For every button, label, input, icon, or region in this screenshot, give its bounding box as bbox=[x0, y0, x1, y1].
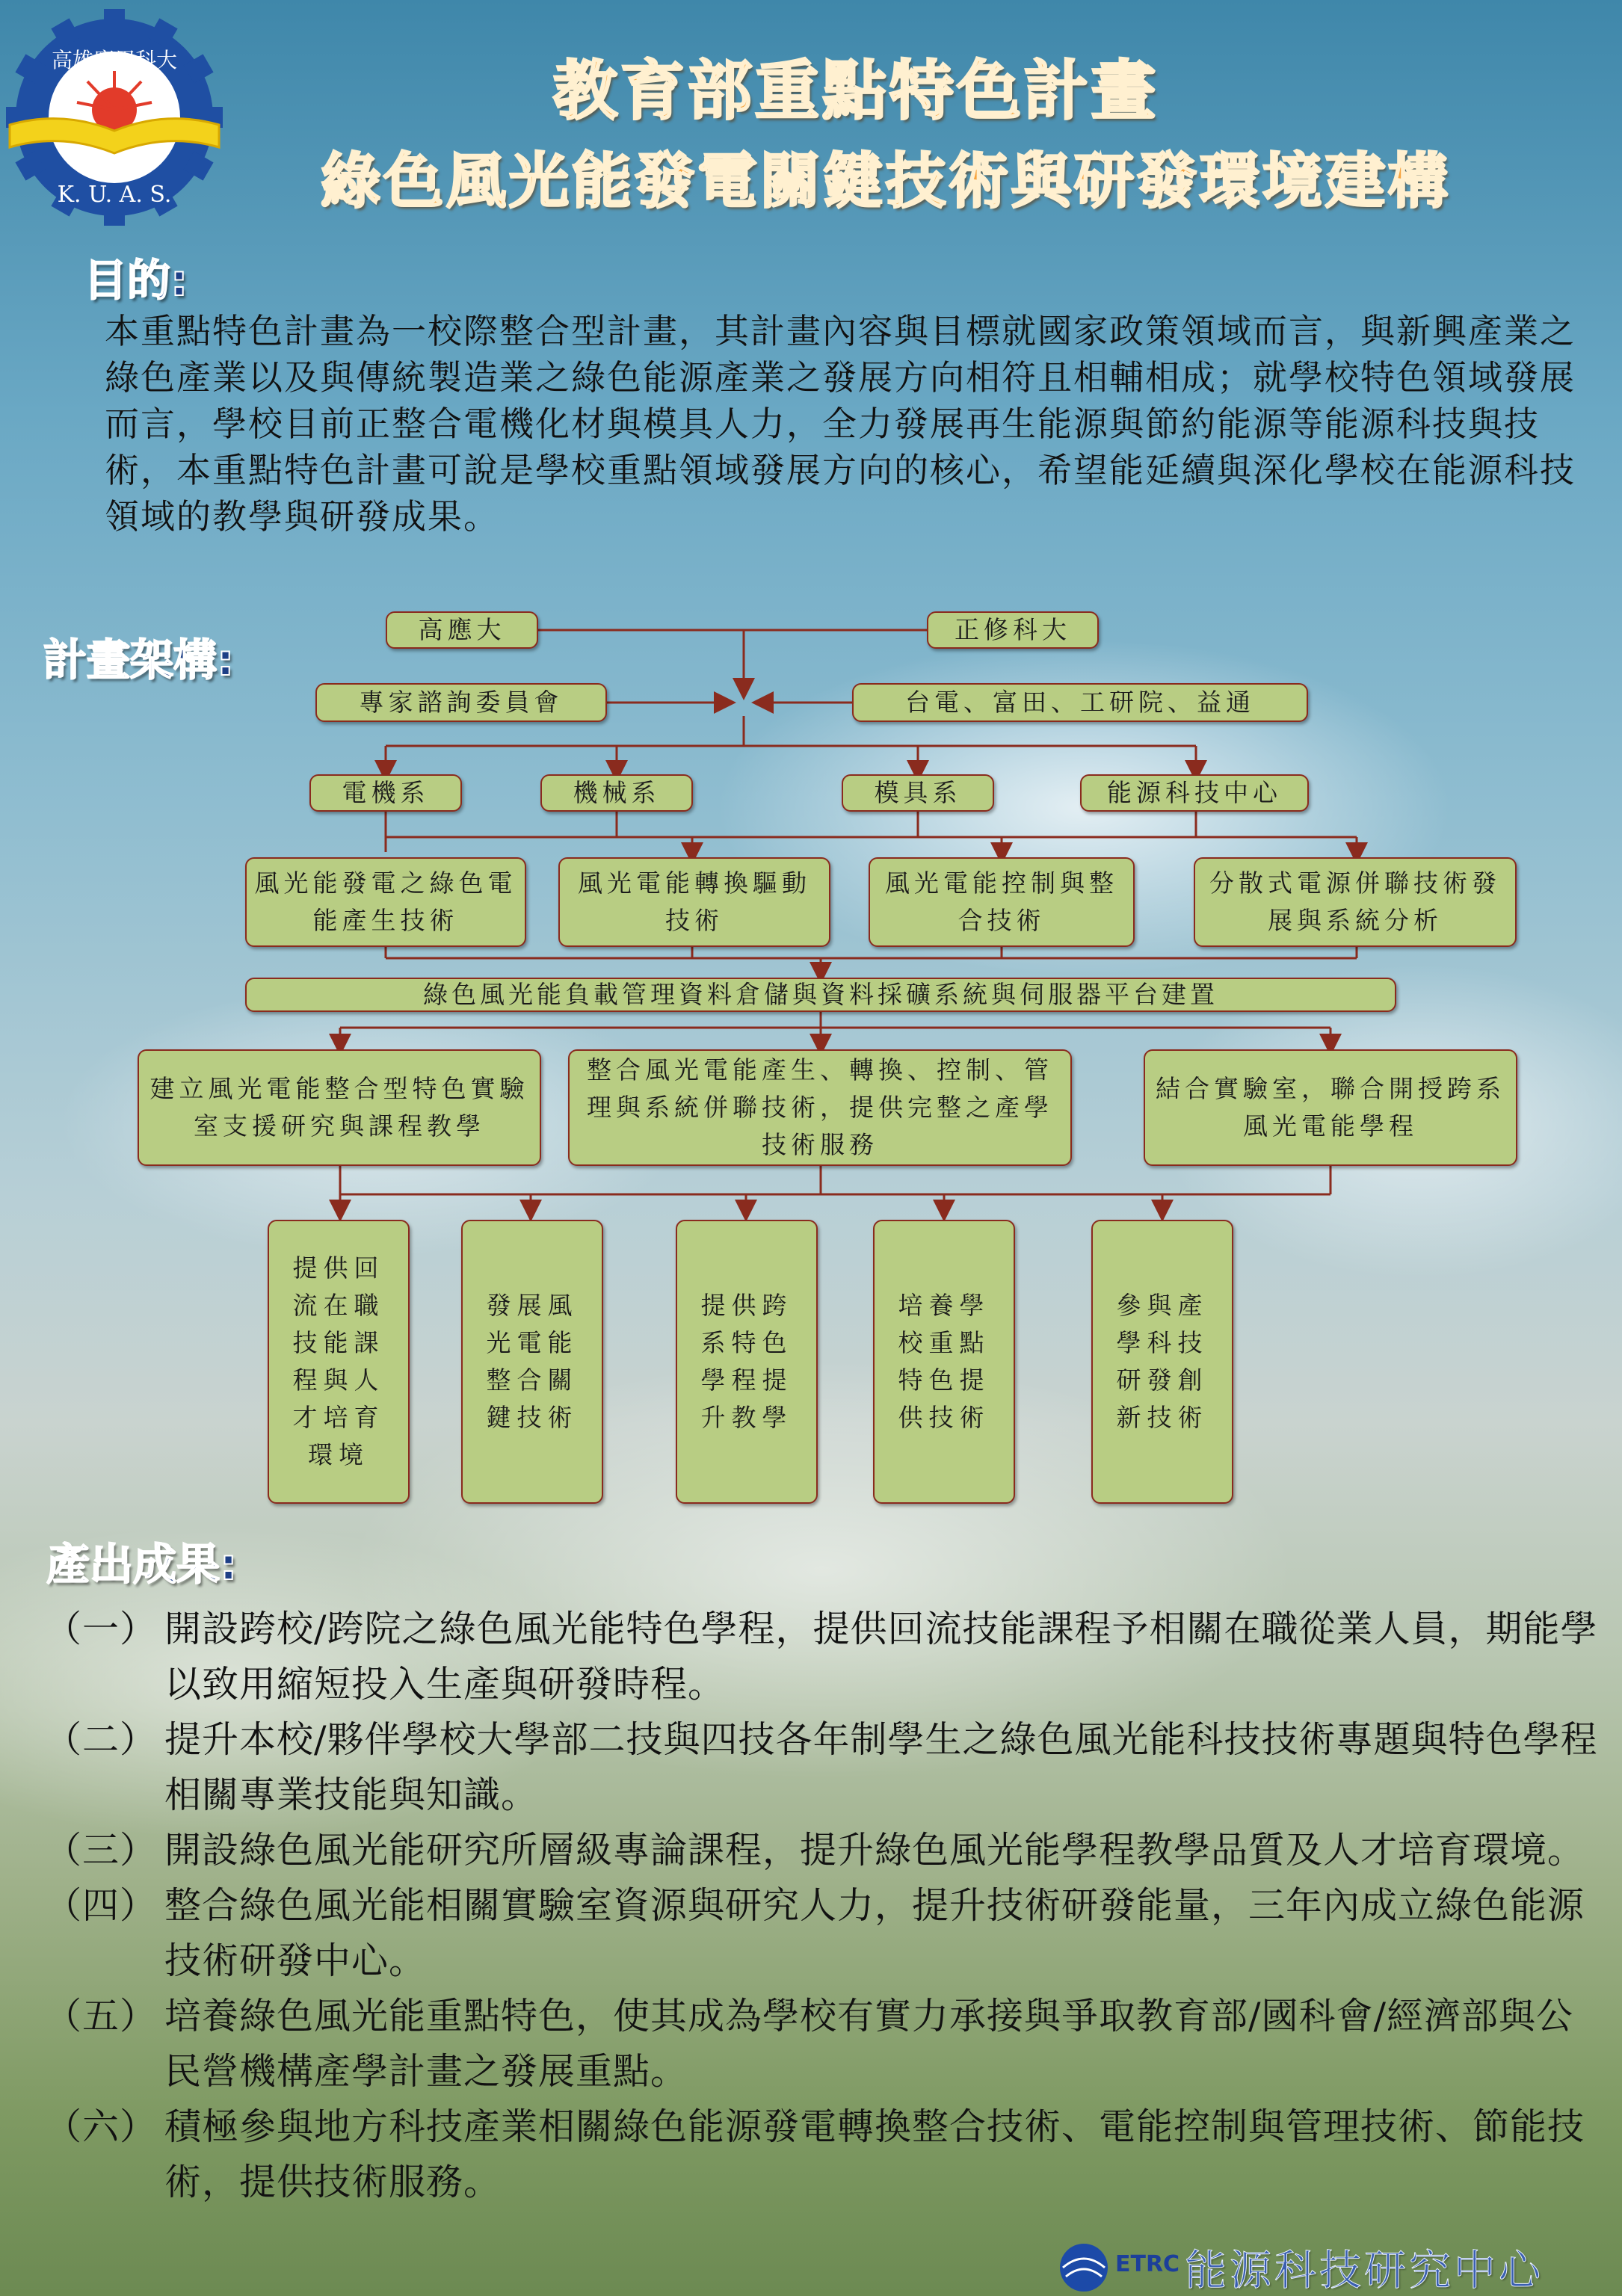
etrc-globe-icon bbox=[1054, 2235, 1114, 2295]
output-text: 整合綠色風光能相關實驗室資源與研究人力，提升技術研發能量，三年內成立綠色能源技術研發中心。 bbox=[164, 1884, 1585, 1982]
output-item bbox=[45, 1823, 1607, 1878]
footer-abbr: ETRC bbox=[1115, 2251, 1180, 2277]
outcome-node-industry-research: 參與產學科技研發創新技術 bbox=[1091, 1220, 1233, 1504]
partner-node-csu: 正修科大 bbox=[927, 611, 1099, 649]
tech-node-green-power-generation: 風光能發電之綠色電能產生技術 bbox=[245, 857, 526, 947]
output-number: （三） bbox=[45, 1829, 158, 1871]
industry-partners-node: 台電、富田、工研院、益通 bbox=[852, 683, 1308, 722]
dept-node-electrical: 電機系 bbox=[309, 774, 462, 812]
output-number: （四） bbox=[45, 1884, 158, 1927]
dept-node-mold: 模具系 bbox=[842, 774, 994, 812]
purpose-heading: 目的: bbox=[84, 255, 188, 306]
advisory-committee-node: 專家諮詢委員會 bbox=[315, 683, 607, 722]
outputs-list bbox=[45, 1602, 1607, 2210]
output-text: 開設綠色風光能研究所層級專論課程，提升綠色風光能學程教學品質及人才培育環境。 bbox=[164, 1829, 1585, 1871]
footer-name: 能源科技研究中心 bbox=[1185, 2247, 1544, 2295]
output-item bbox=[45, 2099, 1607, 2210]
output-item bbox=[45, 1602, 1607, 1712]
output-item bbox=[45, 1878, 1607, 1989]
output-text: 培養綠色風光能重點特色，使其成為學校有實力承接與爭取教育部/國科會/經濟部與公民營機構產學計畫之發展重點。 bbox=[164, 1995, 1574, 2093]
dept-node-energy-center: 能源科技中心 bbox=[1080, 774, 1309, 812]
outputs-heading: 產出成果: bbox=[46, 1539, 238, 1590]
tech-node-control-integration: 風光電能控制與整合技術 bbox=[869, 857, 1135, 947]
output-item bbox=[45, 1712, 1607, 1823]
service-node-industry-service: 整合風光電能產生、轉換、控制、管理與系統併聯技術，提供完整之產學技術服務 bbox=[568, 1049, 1072, 1166]
title-line-2: 綠色風光能發電關鍵技術與研發環境建構 bbox=[321, 146, 1451, 216]
outcome-node-key-tech: 發展風光電能整合關鍵技術 bbox=[461, 1220, 603, 1504]
outcome-node-school-feature: 培養學校重點特色提供技術 bbox=[873, 1220, 1015, 1504]
dept-node-mechanical: 機械系 bbox=[540, 774, 693, 812]
platform-node: 綠色風光能負載管理資料倉儲與資料採礦系統與伺服器平台建置 bbox=[245, 978, 1396, 1012]
title-line-1: 教育部重點特色計畫 bbox=[553, 54, 1159, 129]
framework-heading: 計畫架構: bbox=[43, 635, 235, 685]
output-number: （六） bbox=[45, 2105, 158, 2148]
logo-ring-text-bottom: K. U. A. S. bbox=[57, 182, 172, 208]
outcome-node-program: 提供跨系特色學程提升教學 bbox=[676, 1220, 818, 1504]
logo-ring-text-top: 高雄應用科大 bbox=[51, 48, 178, 72]
footer-etrc bbox=[1054, 2235, 1615, 2295]
output-number: （二） bbox=[45, 1718, 158, 1761]
output-item bbox=[45, 1989, 1607, 2099]
output-text: 積極參與地方科技產業相關綠色能源發電轉換整合技術、電能控制與管理技術、節能技術，提供技術服務。 bbox=[164, 2105, 1585, 2203]
output-text: 提升本校/夥伴學校大學部二技與四技各年制學生之綠色風光能科技技術專題與特色學程相關專業技能與知識。 bbox=[164, 1718, 1598, 1816]
output-number: （五） bbox=[45, 1995, 158, 2037]
purpose-text: 本重點特色計畫為一校際整合型計畫，其計畫內容與目標就國家政策領域而言，與新興產業之綠色產業以及與傳統製造業之綠色能源產業之發展方向相符且相輔相成；就學校特色領域發展而言，學校目前正整合電機化材與模具人力，全力發展再生能源與節約能源等能源科技與技術，本重點特色計畫可說是學校重點領域發展方向的核心，希望能延續與深化學校在能源科技領域的教學與研發成果。 bbox=[105, 311, 1576, 537]
outcome-node-training: 提供回流在職技能課程與人才培育環境 bbox=[268, 1220, 410, 1504]
output-text: 開設跨校/跨院之綠色風光能特色學程，提供回流技能課程予相關在職從業人員，期能學以致用縮短投入生產與研發時程。 bbox=[164, 1608, 1598, 1706]
output-number: （一） bbox=[45, 1608, 158, 1650]
partner-node-kuas: 高應大 bbox=[386, 611, 538, 649]
tech-node-conversion-drive: 風光電能轉換驅動技術 bbox=[558, 857, 830, 947]
tech-node-distributed-grid: 分散式電源併聯技術發展與系統分析 bbox=[1194, 857, 1517, 947]
service-node-program: 結合實驗室，聯合開授跨系風光電能學程 bbox=[1144, 1049, 1517, 1166]
service-node-laboratory: 建立風光電能整合型特色實驗室支援研究與課程教學 bbox=[138, 1049, 541, 1166]
